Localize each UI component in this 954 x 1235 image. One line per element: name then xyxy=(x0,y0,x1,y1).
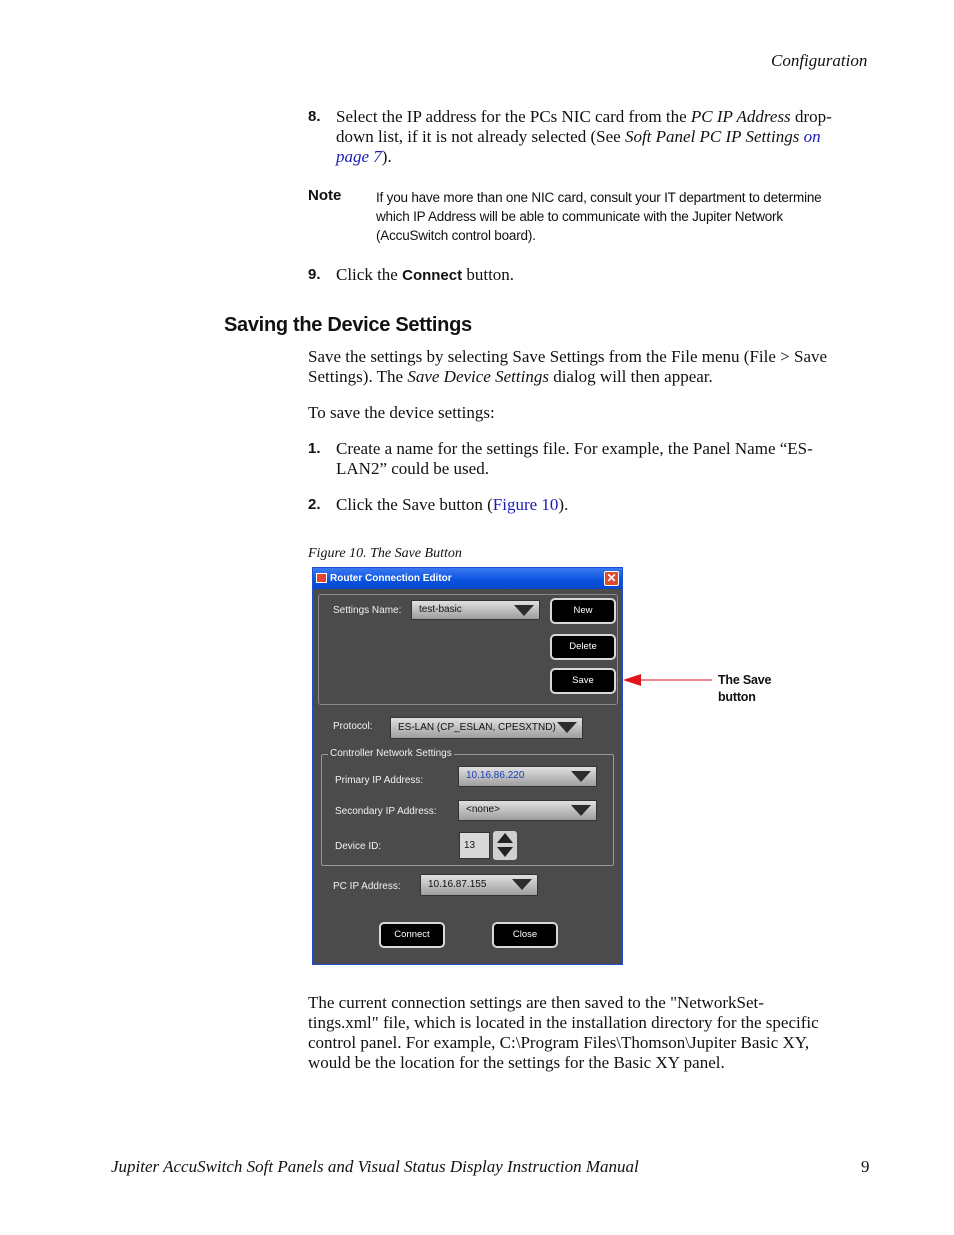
close-button[interactable]: Close xyxy=(492,922,558,948)
arrow-down-icon[interactable] xyxy=(497,847,513,857)
primary-ip-label: Primary IP Address: xyxy=(335,775,424,786)
settings-name-label: Settings Name: xyxy=(333,605,402,616)
step-8-text: Select the IP address for the PCs NIC card from the PC IP Address drop- down list, if it is not already selected (See Soft Panel PC IP Settings on page 7). xyxy=(336,107,832,166)
chevron-down-icon xyxy=(571,805,591,816)
figure-link[interactable]: Figure 10 xyxy=(492,495,559,514)
page-number: 9 xyxy=(861,1157,870,1176)
step-2-text: Click the Save button (Figure 10). xyxy=(336,495,569,514)
step-number: 1. xyxy=(308,440,321,457)
pc-ip-label: PC IP Address: xyxy=(333,881,401,892)
step-number: 8. xyxy=(308,108,321,125)
close-icon[interactable]: ✕ xyxy=(604,571,619,586)
device-id-label: Device ID: xyxy=(335,841,382,852)
chevron-down-icon xyxy=(557,722,577,733)
footer-title: Jupiter AccuSwitch Soft Panels and Visual Status Display Instruction Manual xyxy=(111,1157,639,1176)
chevron-down-icon xyxy=(512,879,532,890)
app-icon xyxy=(316,573,327,583)
dialog-titlebar[interactable] xyxy=(313,568,622,589)
section-heading: Saving the Device Settings xyxy=(224,314,472,336)
new-button[interactable]: New xyxy=(550,598,616,624)
group-label: Controller Network Settings xyxy=(330,748,452,759)
closing-paragraph: The current connection settings are then saved to the "NetworkSet- tings.xml" file, which is located in the installation directory for the specific control panel. For example, C:\Program Files\Thomson\Jupiter Basic XY, would be the location for the settings for the Basic XY panel. xyxy=(308,993,819,1072)
step-1-text: Create a name for the settings file. For example, the Panel Name “ES- LAN2” could be used. xyxy=(336,439,813,478)
page-link[interactable]: page 7 xyxy=(336,147,382,166)
primary-ip-select[interactable]: 10.16.86.220 xyxy=(458,766,597,787)
secondary-ip-select[interactable]: <none> xyxy=(458,800,597,821)
step-number: 9. xyxy=(308,266,321,283)
pc-ip-select[interactable]: 10.16.87.155 xyxy=(420,874,538,896)
dialog-title: Router Connection Editor xyxy=(330,573,452,584)
save-button[interactable]: Save xyxy=(550,668,616,694)
section-paragraph: To save the device settings: xyxy=(308,403,495,422)
callout-label: The Save button xyxy=(718,673,772,704)
chevron-down-icon xyxy=(514,605,534,616)
section-paragraph: Save the settings by selecting Save Settings from the File menu (File > Save Settings). The Save Device Settings dialog will then appear. xyxy=(308,347,828,386)
note-label: Note xyxy=(308,187,342,204)
router-connection-editor-dialog xyxy=(312,567,623,965)
settings-name-select[interactable]: test-basic xyxy=(411,600,540,620)
running-header: Configuration xyxy=(771,51,868,70)
secondary-ip-label: Secondary IP Address: xyxy=(335,806,437,817)
step-number: 2. xyxy=(308,496,321,513)
step-9-text: Click the Connect button. xyxy=(336,265,515,284)
callout-arrow xyxy=(622,672,714,688)
arrow-up-icon[interactable] xyxy=(497,833,513,843)
connect-button[interactable]: Connect xyxy=(379,922,445,948)
device-id-stepper[interactable] xyxy=(493,831,517,860)
figure-caption: Figure 10. The Save Button xyxy=(308,546,462,561)
device-id-input[interactable]: 13 xyxy=(459,832,490,859)
protocol-label: Protocol: xyxy=(333,721,373,732)
delete-button[interactable]: Delete xyxy=(550,634,616,660)
chevron-down-icon xyxy=(571,771,591,782)
page-link[interactable]: on xyxy=(799,127,821,146)
protocol-select[interactable]: ES-LAN (CP_ESLAN, CPESXTND) xyxy=(390,717,583,739)
note-text: If you have more than one NIC card, consult your IT department to determine which IP Address will be able to communicate with the Jupiter Network (AccuSwitch control board). xyxy=(376,190,822,243)
